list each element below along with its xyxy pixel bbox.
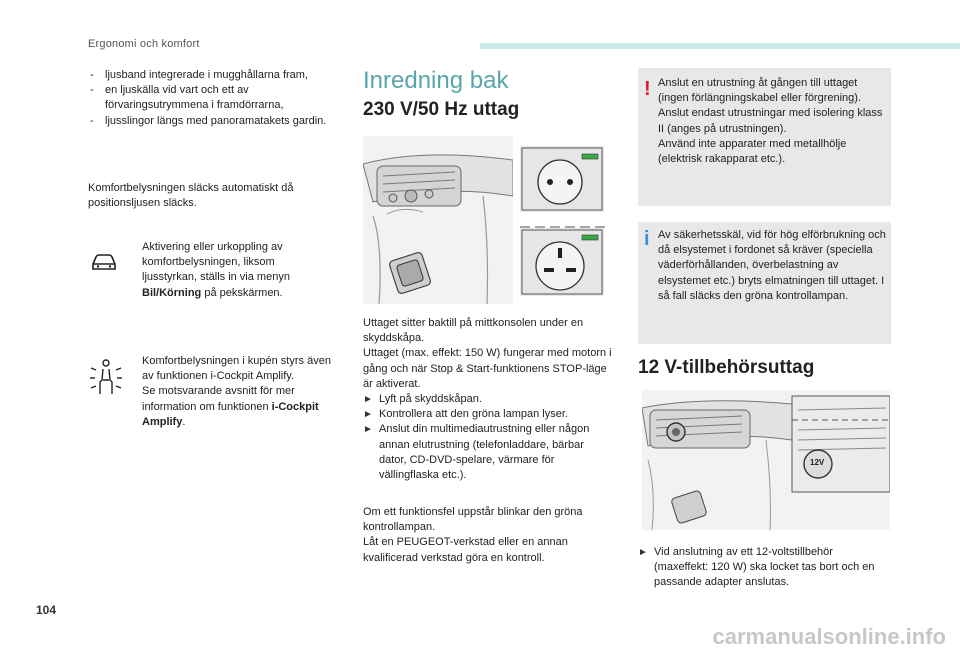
list-item: ► Vid anslutning av ett 12-voltstillbehör (maxeffekt: 120 W) ska locket tas bort och en passande adapter anslutas. [638,546,875,589]
accessory-socket-heading: 12 V-tillbehörsuttag [638,357,815,378]
car-menu-text: Aktivering eller urkoppling av komfortbelysningen, liksom ljusstyrkan, ställs in via menyn Bil/Körning på pekskärmen. [142,241,290,299]
section-title: Ergonomi och komfort [88,38,200,50]
seat-light-icon [88,358,124,398]
malfunction-text: Om ett funktionsfel uppstår blinkar den gröna kontrollampan. Låt en PEUGEOT-verkstad eller en annan kvalificerad verkstad göra en kontroll. [363,506,583,564]
arrow-bullet-icon: ► [363,409,373,421]
warning-box: ! Anslut en utrustning åt gången till uttaget (ingen förlängningskabel eller förgrening). Anslut endast utrustningar med isolering klass II (anges på utrustningen). Använd inte apparater med metallhölje (elektrisk rakapparat etc.). [638,68,891,206]
divider [520,216,608,220]
twelve-volt-socket-image [642,390,890,530]
rear-console-image [363,136,513,304]
arrow-bullet-icon: ► [363,424,373,436]
car-icon [90,252,118,272]
warning-icon: ! [644,78,651,100]
arrow-bullet-icon: ► [363,394,373,406]
menu-name: Bil/Körning [142,286,202,299]
header-bar [480,43,960,49]
cockpit-text: Komfortbelysningen i kupén styrs även av funktionen i-Cockpit Amplify. Se motsvarande avsnitt för mer information om funktionen i-Cockpit Amplify. [142,355,331,428]
list-item: ► Anslut din multimediautrustning eller någon annan elutrustning (telefonladdare, bärbar dator, CD-DVD-spelare, värmare för vällingflaska etc.). [363,423,590,482]
list-item: - en ljuskälla vid vart och ett av förvaringsutrymmena i framdörrarna, [88,83,338,113]
accessory-step [638,545,888,591]
outlet-description: Uttaget sitter baktill på mittkonsolen under en skyddskåpa. Uttaget (max. effekt: 150 W) fungerar med motorn i gång och när Stop & Start-funktionens STOP-läge är aktiverat. ► Lyft på skyddskåpan. ► Kontrollera att den gröna lampan lyser. ► Anslut din multimediautrustning eller någon annan elutrustning (telefonladdare, bärbar dator, CD-DVD-spelare, värmare för vällingflaska etc.). [363,316,613,483]
function-name: i-Cockpit Amplify [142,400,319,428]
list-item: ► Lyft på skyddskåpan. [363,392,613,407]
section-heading: Inredning bak [363,67,509,94]
info-icon: i [644,228,650,250]
socket-closed-image [520,146,604,212]
list-item: ► Kontrollera att den gröna lampan lyser. [363,407,613,422]
outlet-heading: 230 V/50 Hz uttag [363,99,520,120]
list-item: - ljusband integrerade i mugghållarna fram, [88,68,338,83]
list-item: - ljusslingor längs med panoramatakets gardin. [88,114,338,129]
light-list [88,68,338,129]
auto-off-text: Komfortbelysningen släcks automatiskt då positionsljusen släcks. [88,182,294,210]
info-box: i Av säkerhetsskäl, vid för hög elförbrukning och då elsystemet i fordonet så kräver (speciella väderförhållanden, överbelastning av elsystemet etc.) bryts elmatningen till uttaget. I så fall släcks den gröna kontrollampan. [638,222,891,344]
socket-label: 12V [810,458,825,467]
watermark: carmanualsonline.info [712,624,946,649]
page-number: 104 [36,603,57,617]
arrow-bullet-icon: ► [638,547,648,558]
socket-open-image [520,228,604,296]
